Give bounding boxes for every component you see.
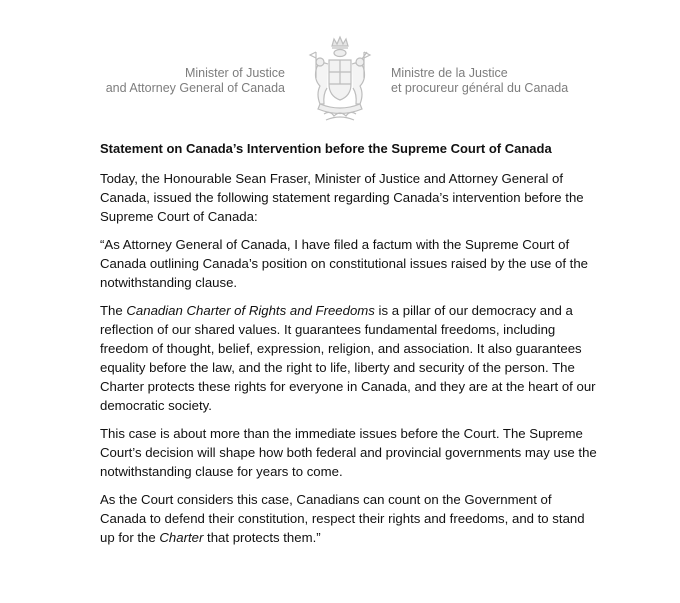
- statement-body: [100, 139, 600, 556]
- paragraph-case: This case is about more than the immediate issues before the Court. The Supreme Court’s decision will shape how both federal and provincial governments may use the notwithstanding clause for years to come.: [100, 426, 597, 479]
- closing-charter-italic: Charter: [159, 530, 204, 545]
- english-ministry-title: [106, 66, 285, 96]
- canada-coat-of-arms-icon: [306, 34, 374, 124]
- paragraph-closing: [100, 490, 600, 547]
- charter-text-pre: The: [100, 303, 127, 318]
- closing-text-post: that protects them.”: [203, 530, 321, 545]
- charter-text-post: is a pillar of our democracy and a reflection of our shared values. It guarantees fundamental freedoms, including freedom of thought, belief, expression, religion, and association. It also guarantees equality before the law, and the right to life, liberty and security of the person. The Charter protects these rights for everyone in Canada, and they are at the heart of our democratic society.: [100, 303, 596, 413]
- english-title-line-1: Minister of Justice: [184, 66, 285, 80]
- paragraph-intro: Today, the Honourable Sean Fraser, Minister of Justice and Attorney General of Canada, issued the following statement regarding Canada’s intervention before the Supreme Court of Canada:: [100, 171, 584, 224]
- charter-name-italic: Canadian Charter of Rights and Freedoms: [126, 303, 375, 318]
- statement-title: Statement on Canada’s Intervention before the Supreme Court of Canada: [100, 141, 552, 156]
- french-title-line-1: Ministre de la Justice: [391, 66, 508, 80]
- english-title-line-2: and Attorney General of Canada: [105, 81, 285, 95]
- paragraph-factum: “As Attorney General of Canada, I have filed a factum with the Supreme Court of Canada outlining Canada’s position on constitutional issues raised by the use of the notwithstanding clause.: [100, 237, 589, 290]
- letterhead: [0, 34, 680, 124]
- closing-text-pre: As the Court considers this case, Canadians can count on the Government of Canada to defend their constitution, respect their rights and freedoms, and to stand up for the: [100, 492, 585, 545]
- french-title-line-2: et procureur général du Canada: [391, 81, 569, 95]
- french-ministry-title: [391, 66, 568, 96]
- paragraph-charter: [100, 301, 600, 415]
